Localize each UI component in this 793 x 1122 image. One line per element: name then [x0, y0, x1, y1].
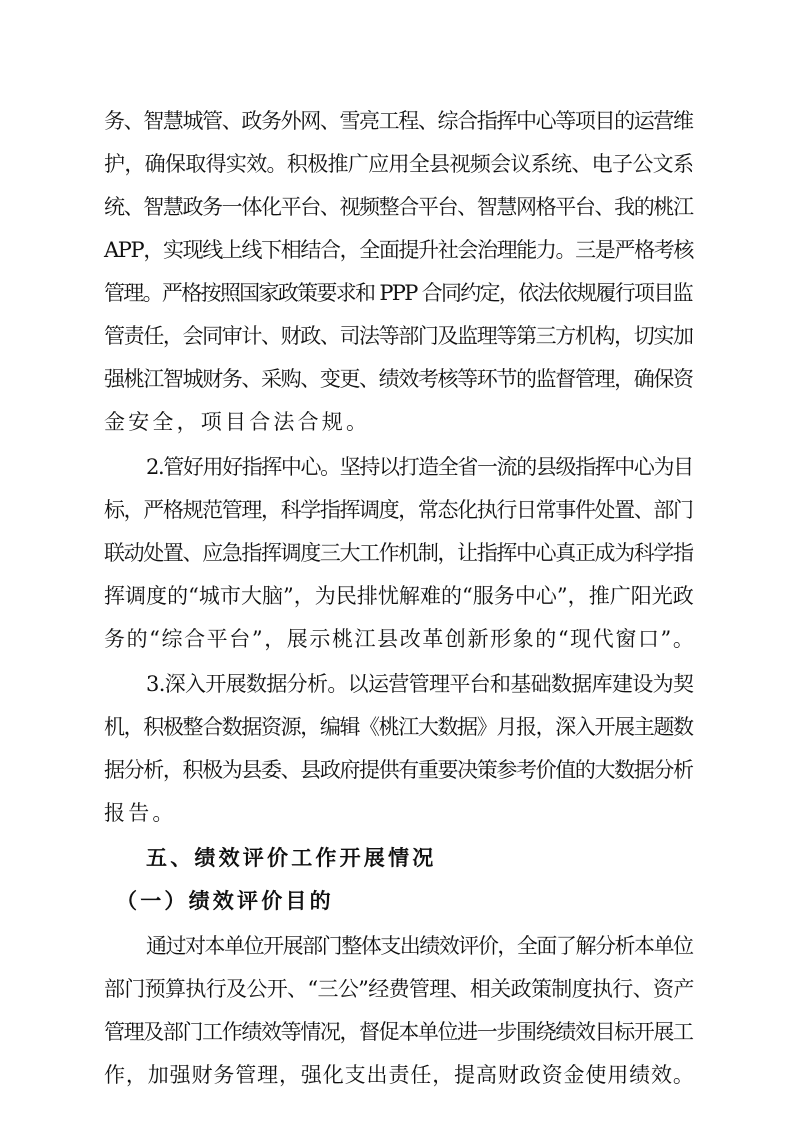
text-line: 强桃江智城财务、采购、变更、绩效考核等环节的监督管理，确保资 [104, 367, 693, 391]
text-line: 管理及部门工作绩效等情况，督促本单位进一步围绕绩效目标开展工 [104, 1020, 693, 1044]
text-line: 务、智慧城管、政务外网、雪亮工程、综合指挥中心等项目的运营维 [104, 109, 693, 133]
text-line: 联动处置、应急指挥调度三大工作机制，让指挥中心真正成为科学指 [104, 541, 693, 565]
text-line: 据分析，积极为县委、县政府提供有重要决策参考价值的大数据分析 [104, 758, 693, 782]
section-heading: 五、绩效评价工作开展情况 [146, 846, 437, 870]
text-line: 金安全，项目合法合规。 [104, 410, 371, 434]
text-line: 管理。严格按照国家政策要求和 PPP 合同约定，依法依规履行项目监 [104, 281, 692, 305]
text-line: 管责任，会同审计、财政、司法等部门及监理等第三方机构，切实加 [104, 324, 693, 348]
text-line: 标，严格规范管理，科学指挥调度，常态化执行日常事件处置、部门 [104, 498, 693, 522]
text-line: 部门预算执行及公开、“三公”经费管理、相关政策制度执行、资产 [104, 977, 694, 1001]
text-line: 报告。 [104, 801, 177, 825]
text-line: 统、智慧政务一体化平台、视频整合平台、智慧网格平台、我的桃江 [104, 195, 693, 219]
text-line: 挥调度的“城市大脑”，为民排忧解难的“服务中心”，推广阳光政 [104, 584, 694, 608]
text-line: 2.管好用好指挥中心。坚持以打造全省一流的县级指挥中心为目 [146, 455, 693, 479]
text-line: APP，实现线上线下相结合，全面提升社会治理能力。三是严格考核 [104, 238, 693, 262]
text-line: 作，加强财务管理，强化支出责任，提高财政资金使用绩效。 [104, 1063, 695, 1087]
text-line: 护，确保取得实效。积极推广应用全县视频会议系统、电子公文系 [104, 152, 694, 176]
text-line: 3.深入开展数据分析。以运营管理平台和基础数据库建设为契 [146, 672, 694, 696]
text-line: 通过对本单位开展部门整体支出绩效评价，全面了解分析本单位 [146, 934, 693, 958]
text-line: 机，积极整合数据资源，编辑《桃江大数据》月报，深入开展主题数 [104, 715, 693, 739]
text-line: 务的“综合平台”，展示桃江县改革创新形象的“现代窗口”。 [104, 627, 696, 651]
subsection-heading: （一）绩效评价目的 [116, 889, 334, 913]
